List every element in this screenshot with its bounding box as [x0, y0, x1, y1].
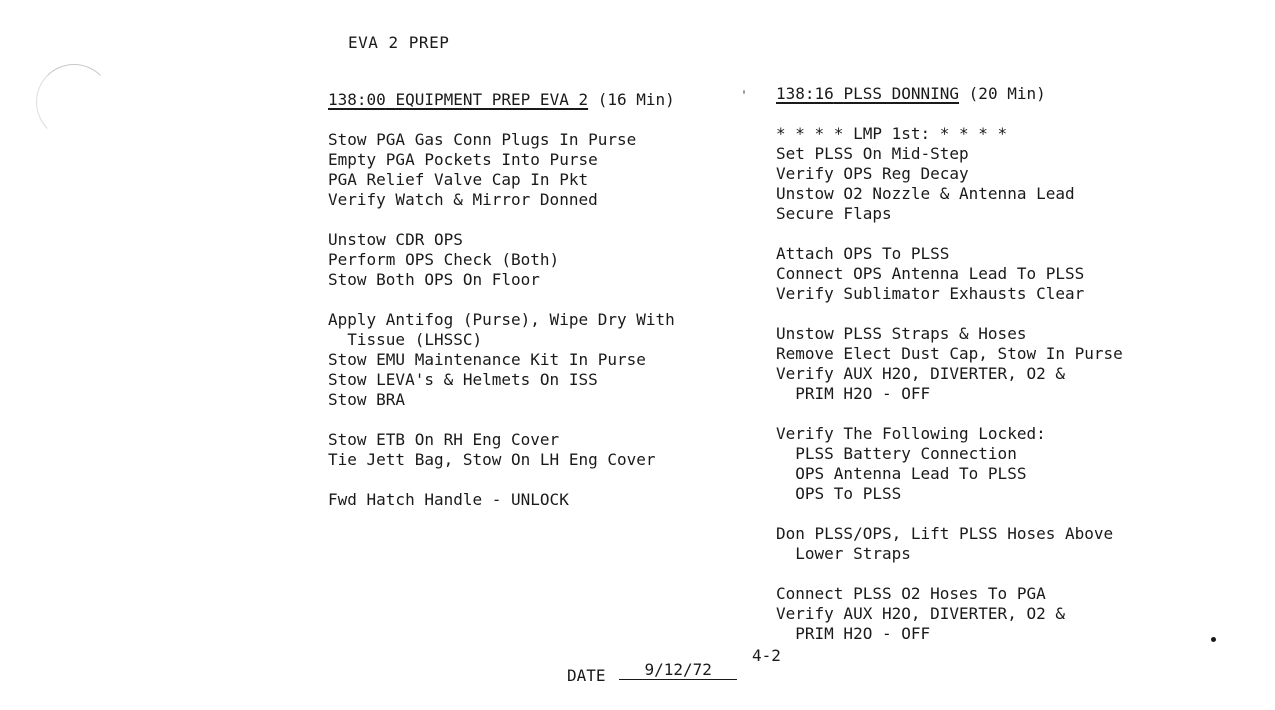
checklist-section [328, 490, 728, 510]
checklist-step: Stow ETB On RH Eng Cover [328, 430, 560, 449]
checklist-section [776, 524, 1196, 564]
section-heading [328, 90, 588, 109]
checklist-step: Connect PLSS O2 Hoses To PGA [776, 584, 1046, 603]
checklist-step: Stow PGA Gas Conn Plugs In Purse [328, 130, 637, 149]
checklist-step: PLSS Battery Connection [776, 444, 1017, 463]
checklist-step: Apply Antifog (Purse), Wipe Dry With [328, 310, 675, 329]
checklist-step: PRIM H2O - OFF [776, 384, 931, 403]
checklist-section [328, 310, 728, 410]
checklist-section [776, 424, 1196, 504]
punch-hole-mark [36, 64, 112, 140]
checklist-section [776, 584, 1196, 644]
checklist-step: Verify OPS Reg Decay [776, 164, 969, 183]
checklist-step: Verify AUX H2O, DIVERTER, O2 & [776, 604, 1065, 623]
checklist-step: Attach OPS To PLSS [776, 244, 950, 263]
date-value: 9/12/72 [619, 660, 737, 680]
page-number: 4-2 [752, 646, 781, 665]
checklist-section [328, 430, 728, 470]
equipment-prep-steps [328, 130, 728, 510]
checklist-section [328, 130, 728, 210]
checklist-step: Verify Watch & Mirror Donned [328, 190, 598, 209]
checklist-step: Tissue (LHSSC) [328, 330, 483, 349]
checklist-step: Unstow O2 Nozzle & Antenna Lead [776, 184, 1075, 203]
date-label: DATE [567, 666, 606, 685]
plss-donning-steps [776, 124, 1196, 644]
checklist-section [776, 124, 1196, 224]
checklist-step: Stow BRA [328, 390, 406, 409]
checklist-step: Lower Straps [776, 544, 911, 563]
equipment-prep-heading [328, 90, 728, 110]
checklist-step: Tie Jett Bag, Stow On LH Eng Cover [328, 450, 656, 469]
section-duration: (20 Min) [968, 84, 1046, 103]
equipment-prep-column [328, 90, 728, 530]
section-duration: (16 Min) [597, 90, 675, 109]
checklist-step: Verify AUX H2O, DIVERTER, O2 & [776, 364, 1065, 383]
checklist-step: Unstow CDR OPS [328, 230, 463, 249]
checklist-section [776, 244, 1196, 304]
checklist-step: Stow LEVA's & Helmets On ISS [328, 370, 598, 389]
checklist-step: Verify The Following Locked: [776, 424, 1046, 443]
checklist-step: PRIM H2O - OFF [776, 624, 931, 643]
checklist-step: Verify Sublimator Exhausts Clear [776, 284, 1085, 303]
checklist-step: * * * * LMP 1st: * * * * [776, 124, 1008, 143]
checklist-step: Perform OPS Check (Both) [328, 250, 560, 269]
checklist-step: Stow EMU Maintenance Kit In Purse [328, 350, 646, 369]
checklist-step: Set PLSS On Mid-Step [776, 144, 969, 163]
section-title: EQUIPMENT PREP EVA 2 [395, 90, 589, 109]
checklist-step: OPS Antenna Lead To PLSS [776, 464, 1027, 483]
section-time: 138:00 [328, 90, 386, 109]
section-title: PLSS DONNING [843, 84, 960, 103]
checklist-section [776, 324, 1196, 404]
checklist-step: Empty PGA Pockets Into Purse [328, 150, 598, 169]
checklist-step: Don PLSS/OPS, Lift PLSS Hoses Above [776, 524, 1114, 543]
section-heading [776, 84, 959, 103]
date-field [567, 660, 737, 686]
plss-donning-column [776, 84, 1196, 664]
checklist-step: Fwd Hatch Handle - UNLOCK [328, 490, 569, 509]
checklist-section [328, 230, 728, 290]
checklist-step: Unstow PLSS Straps & Hoses [776, 324, 1027, 343]
checklist-step: PGA Relief Valve Cap In Pkt [328, 170, 589, 189]
ink-speck [743, 90, 745, 94]
checklist-step: Stow Both OPS On Floor [328, 270, 540, 289]
page-header: EVA 2 PREP [348, 33, 450, 52]
checklist-step: OPS To PLSS [776, 484, 902, 503]
section-time: 138:16 [776, 84, 834, 103]
checklist-step: Secure Flaps [776, 204, 892, 223]
checklist-step: Connect OPS Antenna Lead To PLSS [776, 264, 1085, 283]
ink-speck [1211, 637, 1216, 642]
checklist-step: Remove Elect Dust Cap, Stow In Purse [776, 344, 1123, 363]
plss-donning-heading [776, 84, 1196, 104]
